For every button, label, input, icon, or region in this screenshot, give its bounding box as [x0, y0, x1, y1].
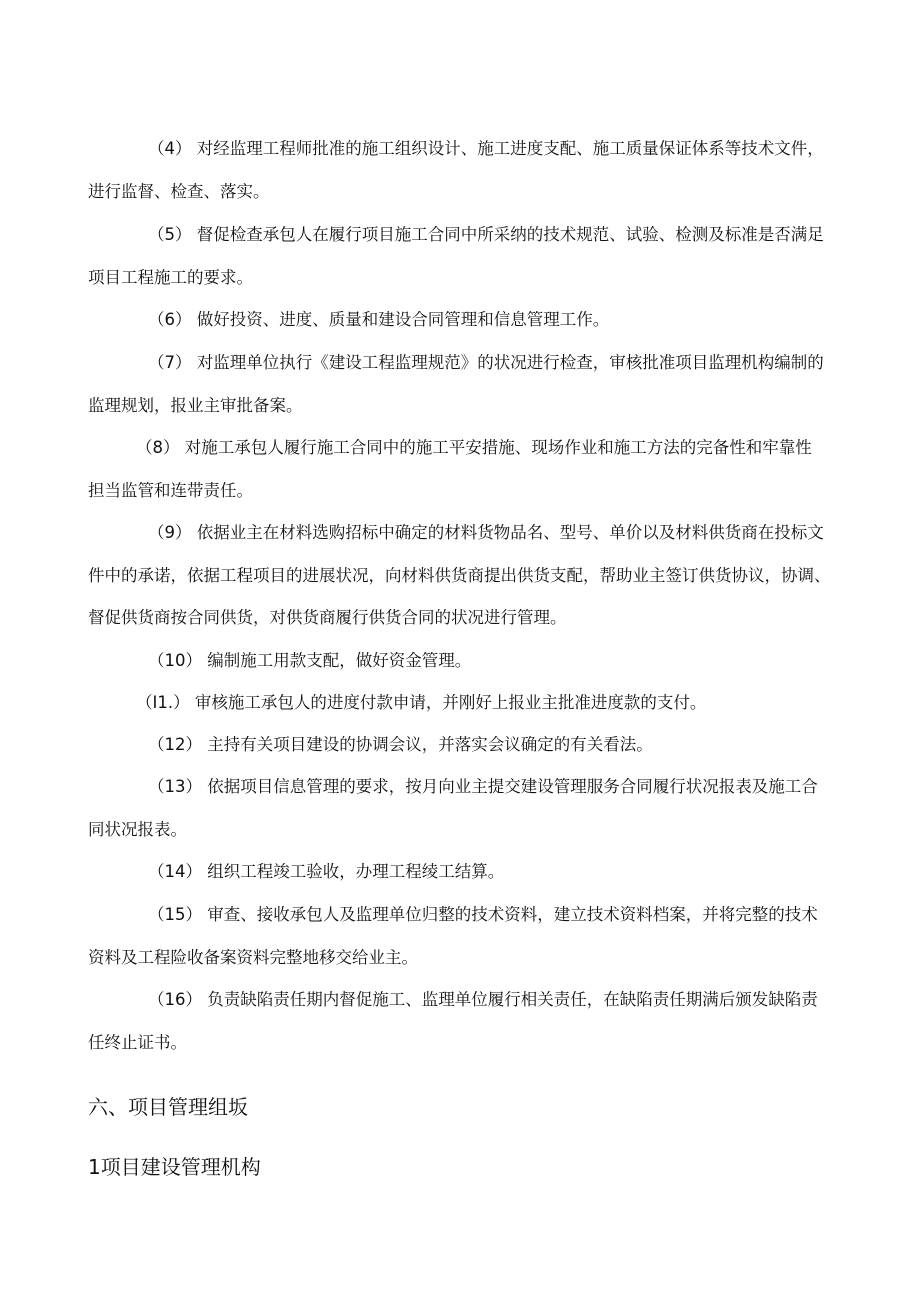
subsection-heading: 1项目建设管理机构: [88, 1155, 261, 1179]
text-line: （13） 依据项目信息管理的要求，按月向业主提交建设管理服务合同履行状况报表及施工合: [148, 777, 818, 796]
text-line: 件中的承诺，依据工程项目的进展状况，向材料供货商提出供货支配，帮助业主签订供货协议，协调、: [88, 566, 831, 585]
text-line: （I1.） 审核施工承包人的进度付款申请，并刚好上报业主批准进度款的支付。: [136, 693, 707, 712]
text-line: 任终止证书。: [88, 1033, 187, 1052]
text-line: （14） 组织工程竣工验收，办理工程绫工结算。: [148, 862, 505, 881]
text-line: 同状况报表。: [88, 820, 187, 839]
text-line: （10） 编制施工用款支配，做好资金管理。: [148, 651, 472, 670]
text-line: （7） 对监理单位执行《建设工程监理规范》的状况进行检查，审核批准项目监理机构编制的: [148, 353, 824, 372]
text-line: 资料及工程险收备案资料完整地移交给业主。: [88, 948, 418, 967]
text-line: （5） 督促检查承包人在履行项目施工合同中所采纳的技术规范、试验、检测及标准是否满足: [148, 225, 824, 244]
text-line: （12） 主持有关项目建设的协调会议，并落实会议确定的有关看法。: [148, 735, 653, 754]
section-heading: 六、项目管理组坂: [88, 1095, 248, 1119]
text-line: （16） 负责缺陷责任期内督促施工、监理单位履行相关责任，在缺陷责任期满后颁发缺陷责: [148, 990, 818, 1009]
text-line: （4） 对经监理工程师批准的施工组织设计、施工进度支配、施工质量保证体系等技术文件，: [148, 139, 824, 158]
text-line: 监理规划，报业主审批备案。: [88, 396, 303, 415]
text-line: 项目工程施工的要求。: [88, 268, 253, 287]
text-line: （15） 审查、接收承包人及监理单位归整的技术资料，建立技术资料档案，并将完整的技术: [148, 905, 818, 924]
text-line: （6） 做好投资、进度、质量和建设合同管理和信息管理工作。: [148, 310, 610, 329]
text-line: （8） 对施工承包人履行施工合同中的施工平安措施、现场作业和施工方法的完备性和牢靠性: [136, 438, 812, 457]
text-line: （9） 依据业主在材料选购招标中确定的材料货物品名、型号、单价以及材料供货商在投标文: [148, 523, 824, 542]
text-line: 进行监督、检查、落实。: [88, 182, 270, 201]
text-line: 担当监管和连带责任。: [88, 481, 253, 500]
text-line: 督促供货商按合同供货，对供货商履行供货合同的状况进行管理。: [88, 608, 567, 627]
